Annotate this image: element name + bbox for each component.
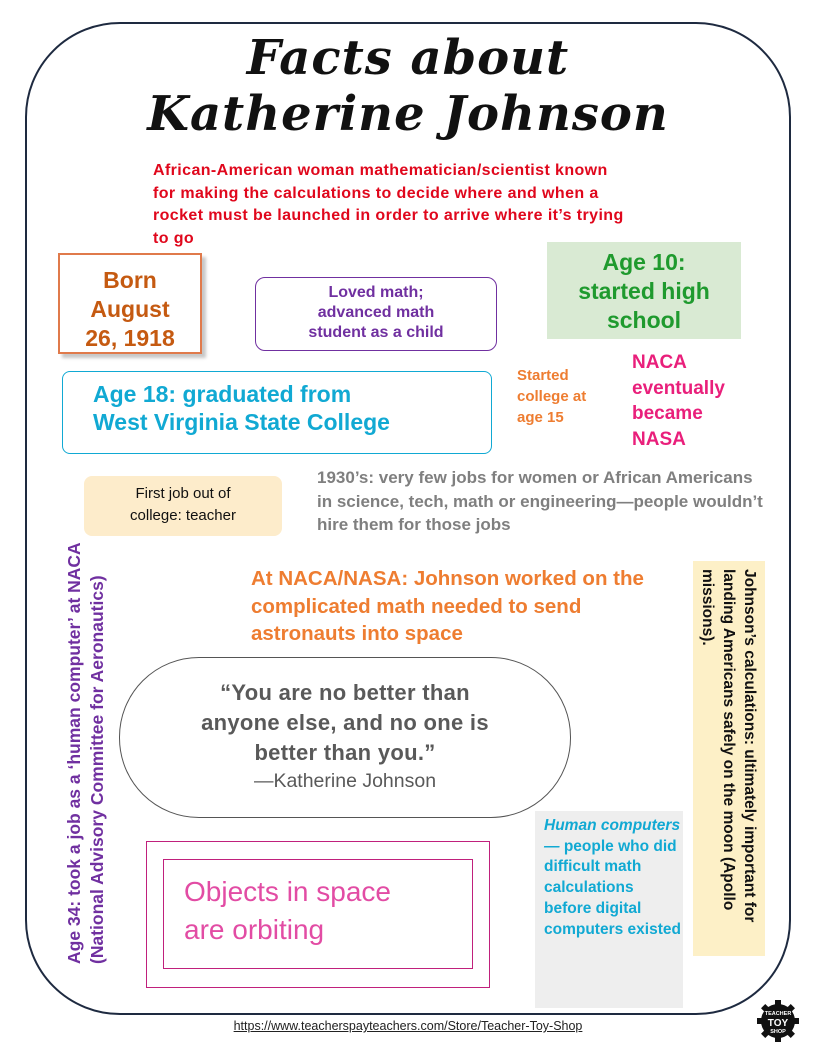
human-computers-term: Human computers— xyxy=(544,817,681,855)
age10-line-2: started high xyxy=(578,278,710,304)
quote-line-1: “You are no better than xyxy=(220,680,470,705)
quote-line-3: better than you.” xyxy=(254,740,436,765)
age10-line-1: Age 10: xyxy=(602,249,686,275)
gear-icon xyxy=(756,999,800,1043)
quote-line-2: anyone else, and no one is xyxy=(201,710,489,735)
quote-author: —Katherine Johnson xyxy=(253,770,437,792)
orbit-line-2: are orbiting xyxy=(184,914,325,945)
started-line-2: college at xyxy=(517,388,587,405)
naca-line-3: became xyxy=(632,403,703,424)
loved-line-3: student as a child xyxy=(308,324,444,341)
title-line-2: Katherine Johnson xyxy=(147,86,669,142)
firstjob-line-1: First job out of xyxy=(135,485,231,502)
born-line-3: 26, 1918 xyxy=(85,325,175,351)
logo-text-middle: TOY xyxy=(767,1018,789,1029)
age18-line-1: Age 18: graduated from xyxy=(93,381,352,407)
page-title xyxy=(120,30,696,142)
age18-line-2: West Virginia State College xyxy=(93,409,390,435)
human-computers-box xyxy=(535,811,683,1008)
loved-math-box xyxy=(255,277,497,351)
naca-nasa-note xyxy=(632,350,762,452)
store-link[interactable]: https://www.teacherspayteachers.com/Store/Teacher-Toy-Shop xyxy=(233,1019,583,1033)
started-college-note xyxy=(517,365,627,428)
first-job-box xyxy=(84,476,282,536)
loved-line-2: advanced math xyxy=(317,304,435,321)
born-line-1: Born xyxy=(103,267,157,293)
intro-text: African-American woman mathematician/scientist known for making the calculations to decide where and when a rocket must be launched in order to arrive where it’s trying to go xyxy=(153,162,624,247)
logo-text-top: TEACHER xyxy=(764,1011,792,1017)
started-line-1: Started xyxy=(517,367,569,384)
calculations-vertical-note: Johnson’s calculations: ultimately important for landing Americans safely on the moon (Apollo missions). xyxy=(693,561,765,956)
loved-line-1: Loved math; xyxy=(328,284,424,301)
naca-line-2: eventually xyxy=(632,377,725,399)
orbit-line-1: Objects in space xyxy=(184,876,391,907)
born-line-2: August xyxy=(90,296,170,322)
quote-box xyxy=(119,657,571,818)
started-line-3: age 15 xyxy=(517,409,564,426)
naca-line-4: NASA xyxy=(632,428,686,450)
naca-line-1: NACA xyxy=(632,352,687,373)
age10-line-3: school xyxy=(606,307,682,333)
at-naca-note: At NACA/NASA: Johnson worked on the complicated math needed to send astronauts into space xyxy=(251,567,644,645)
age-18-box xyxy=(62,371,492,454)
logo-text-bottom: SHOP xyxy=(770,1029,786,1035)
age-10-box xyxy=(547,242,741,339)
orbit-box xyxy=(163,859,473,969)
born-box xyxy=(58,253,202,354)
thirties-note: 1930’s: very few jobs for women or African Americans in science, tech, math or engineering—people wouldn’t hire them for those jobs xyxy=(317,468,763,534)
teacher-toy-shop-logo xyxy=(756,999,800,1043)
firstjob-line-2: college: teacher xyxy=(130,507,236,524)
age-34-vertical-note: Age 34: took a job as a ‘human computer’ at NACA (National Advisory Committee for Aeronautics) xyxy=(64,542,107,964)
human-computers-definition: people who did difficult math calculations before digital computers existed xyxy=(544,837,681,938)
title-line-1: Facts about xyxy=(246,30,570,86)
